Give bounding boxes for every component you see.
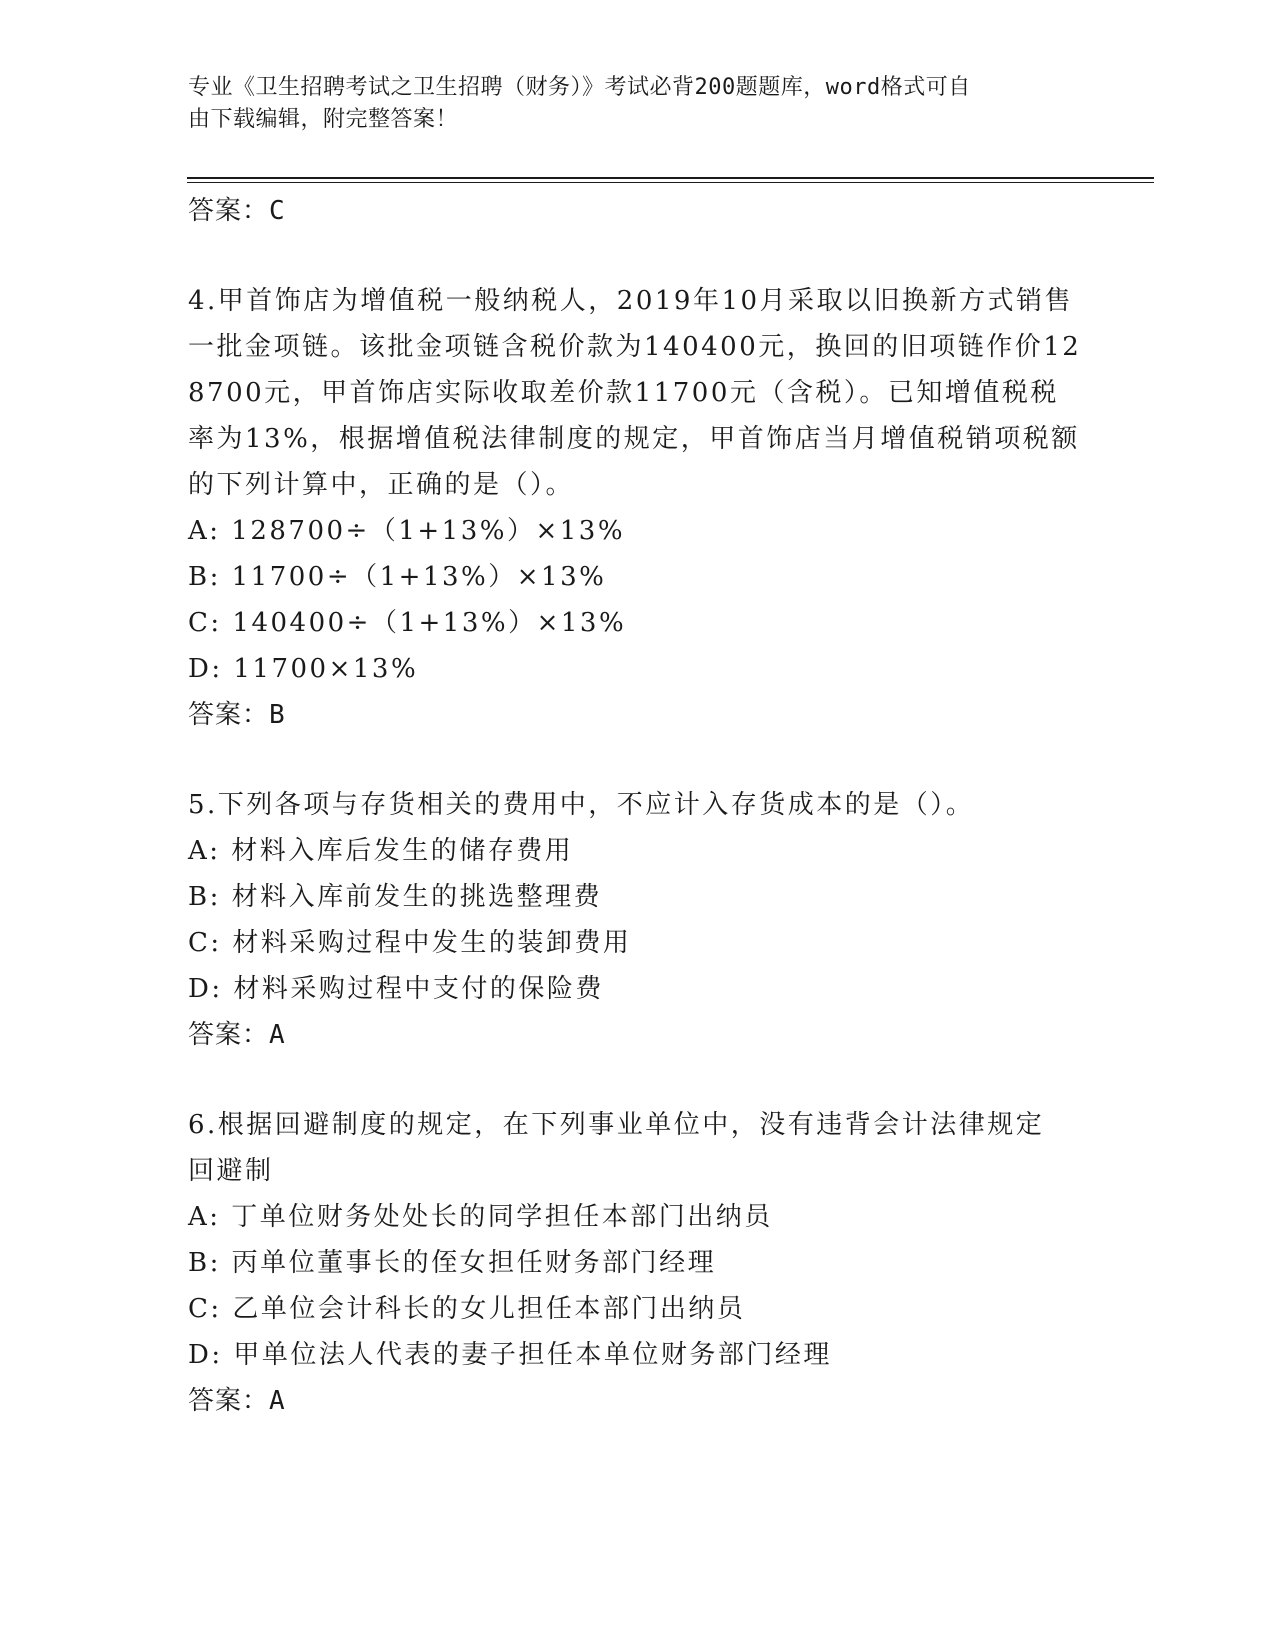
option-a: A: 丁单位财务处处长的同学担任本部门出纳员	[188, 1202, 773, 1232]
option-b: B: 11700÷（1+13%）×13%	[188, 562, 607, 592]
option-a: A: 材料入库后发生的储存费用	[188, 836, 574, 866]
answer: 答案：A	[188, 1020, 286, 1050]
question-text: 5.下列各项与存货相关的费用中，不应计入存货成本的是（）。	[188, 790, 975, 820]
option-b: B: 材料入库前发生的挑选整理费	[188, 882, 603, 912]
header-rule-thick	[187, 177, 1154, 179]
option-a: A: 128700÷（1+13%）×13%	[188, 516, 626, 546]
option-d: D: 甲单位法人代表的妻子担任本单位财务部门经理	[188, 1340, 832, 1370]
question-6	[188, 1102, 1088, 1424]
header-rule-thin	[187, 182, 1154, 183]
option-d: D: 材料采购过程中支付的保险费	[188, 974, 604, 1004]
question-text: 4.甲首饰店为增值税一般纳税人，2019年10月采取以旧换新方式销售一批金项链。该批金项链含税价款为140400元，换回的旧项链作价128700元，甲首饰店实际收取差价款11700元（含税）。已知增值税税率为13%，根据增值税法律制度的规定，甲首饰店当月增值税销项税额的下列计算中，正确的是（）。	[188, 286, 1082, 500]
question-text: 6.根据回避制度的规定，在下列事业单位中，没有违背会计法律规定回避制	[188, 1110, 1045, 1186]
option-c: C: 材料采购过程中发生的装卸费用	[188, 928, 632, 958]
question-4	[188, 278, 1088, 738]
answer: 答案：A	[188, 1386, 286, 1416]
question-5	[188, 782, 1088, 1058]
option-d: D: 11700×13%	[188, 654, 419, 684]
option-c: C: 乙单位会计科长的女儿担任本部门出纳员	[188, 1294, 746, 1324]
question-content	[188, 188, 1088, 1424]
option-c: C: 140400÷（1+13%）×13%	[188, 608, 627, 638]
option-b: B: 丙单位董事长的侄女担任财务部门经理	[188, 1248, 717, 1278]
header-line-1: 专业《卫生招聘考试之卫生招聘（财务）》考试必背200题题库，word格式可自	[188, 75, 971, 100]
previous-answer: 答案：C	[188, 196, 286, 226]
page-header	[188, 72, 1068, 136]
header-line-2: 由下载编辑，附完整答案！	[188, 107, 459, 132]
answer: 答案：B	[188, 700, 286, 730]
